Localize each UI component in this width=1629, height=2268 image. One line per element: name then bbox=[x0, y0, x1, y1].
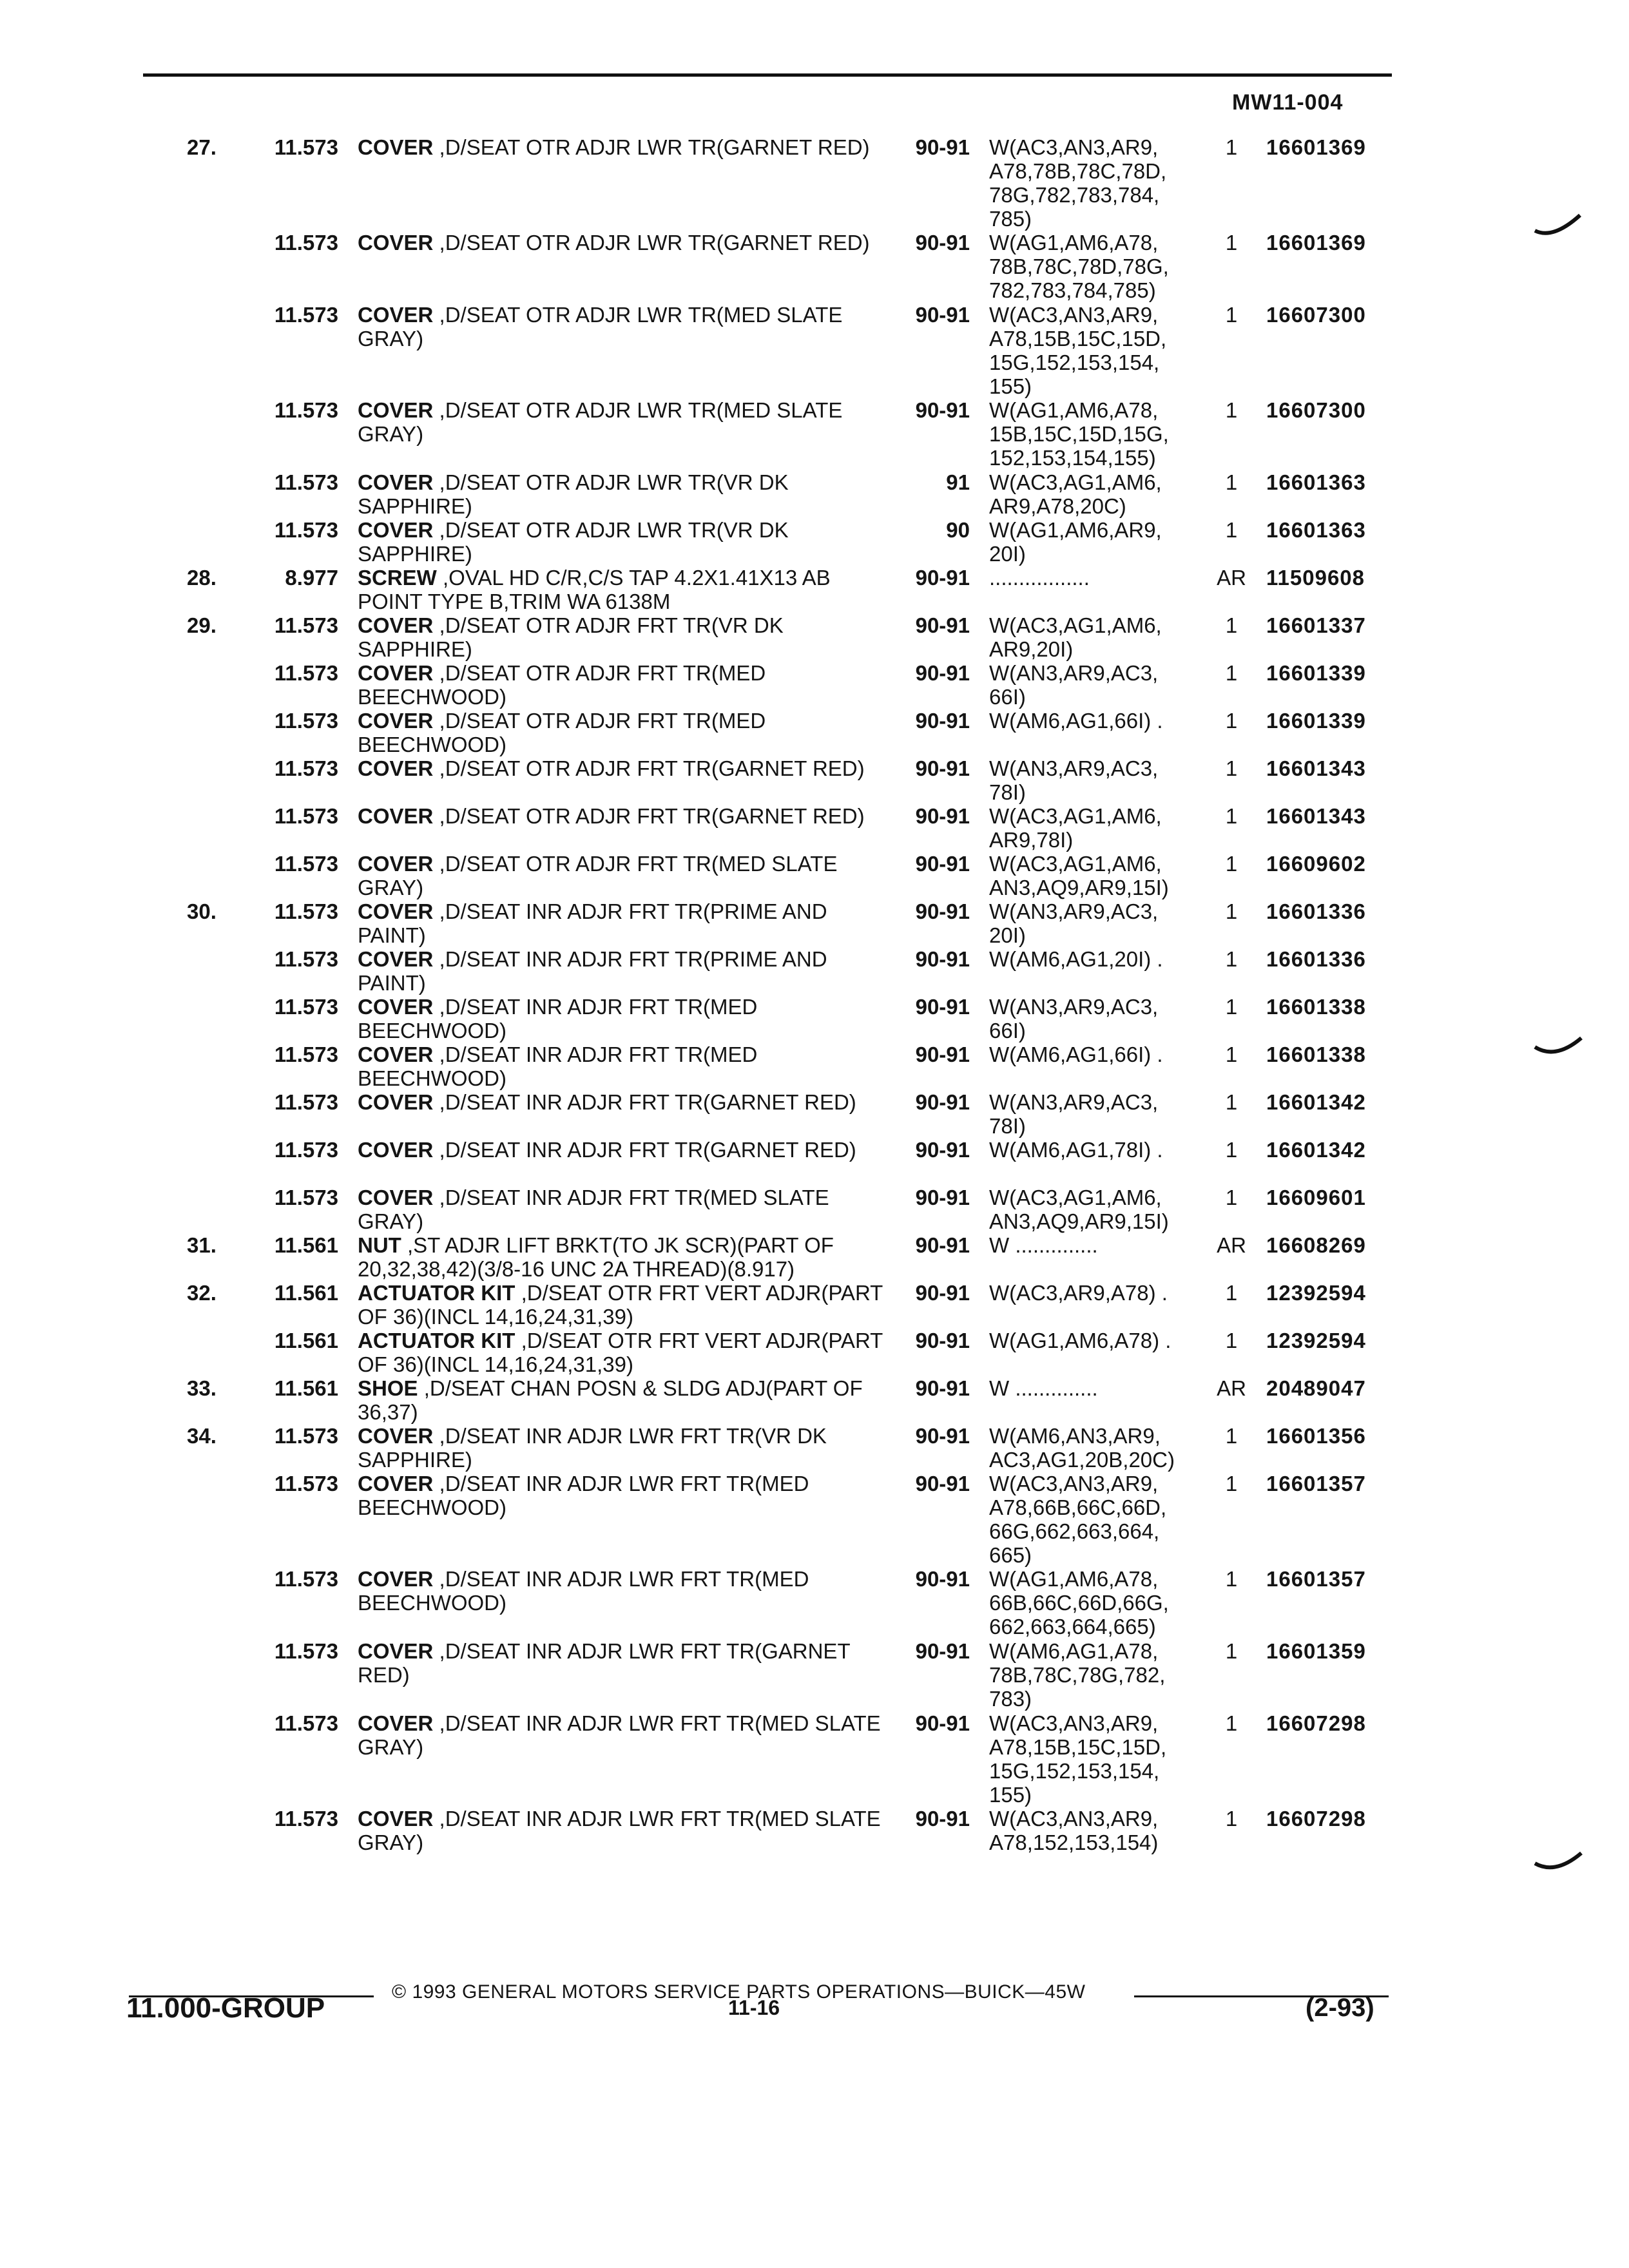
part-description bbox=[358, 1472, 886, 1519]
quantity: 1 bbox=[1225, 1090, 1238, 1114]
part-description bbox=[358, 398, 886, 446]
group-number: 11.573 bbox=[274, 398, 338, 422]
part-number: 16601338 bbox=[1266, 1043, 1366, 1066]
part-description bbox=[358, 1138, 886, 1162]
group-number: 11.573 bbox=[274, 1472, 338, 1495]
description-text: ,D/SEAT INR ADJR FRT TR(PRIME AND PAINT) bbox=[358, 947, 827, 995]
footer-date: (2-93) bbox=[1306, 1994, 1374, 2022]
quantity: 1 bbox=[1225, 756, 1238, 780]
top-rule bbox=[143, 73, 1392, 77]
description-text: ,D/SEAT OTR FRT VERT ADJR(PART OF 36)(INCL 14,16,24,31,39) bbox=[358, 1329, 883, 1376]
part-number: 16601369 bbox=[1266, 135, 1366, 159]
footer-group-label: 11.000-GROUP bbox=[126, 1992, 325, 2024]
description-text: ,D/SEAT CHAN POSN & SLDG ADJ(PART OF 36,37) bbox=[358, 1376, 863, 1424]
quantity: 1 bbox=[1225, 1424, 1238, 1448]
margin-check-mark bbox=[1534, 213, 1585, 238]
application-codes: W(AC3,AG1,AM6, AN3,AQ9,AR9,15I) bbox=[989, 852, 1169, 899]
part-number: 16601343 bbox=[1266, 756, 1366, 780]
part-name: COVER bbox=[358, 1567, 434, 1591]
part-number: 16601339 bbox=[1266, 709, 1366, 733]
margin-check-mark bbox=[1534, 1034, 1585, 1060]
group-number: 11.573 bbox=[274, 613, 338, 637]
model-years: 90-91 bbox=[915, 1472, 970, 1495]
group-number: 11.573 bbox=[274, 1567, 338, 1591]
application-codes: W(AC3,AG1,AM6, AR9,20I) bbox=[989, 613, 1162, 661]
part-description bbox=[358, 613, 886, 661]
quantity: 1 bbox=[1225, 1567, 1238, 1591]
model-years: 90-91 bbox=[915, 135, 970, 159]
quantity: 1 bbox=[1225, 899, 1238, 923]
model-years: 90-91 bbox=[915, 947, 970, 971]
model-years: 90-91 bbox=[915, 398, 970, 422]
part-number: 16608269 bbox=[1266, 1233, 1366, 1257]
quantity: 1 bbox=[1225, 518, 1238, 542]
part-number: 16601363 bbox=[1266, 518, 1366, 542]
margin-check-mark bbox=[1534, 1849, 1585, 1875]
description-text: ,D/SEAT INR ADJR LWR FRT TR(MED SLATE GRAY) bbox=[358, 1711, 881, 1759]
model-years: 90-91 bbox=[915, 804, 970, 828]
part-number: 12392594 bbox=[1266, 1329, 1366, 1352]
ref-number: 29. bbox=[187, 613, 217, 637]
group-number: 11.573 bbox=[274, 518, 338, 542]
application-codes: W(AM6,AG1,66I) . bbox=[989, 1043, 1163, 1066]
part-description bbox=[358, 1376, 886, 1424]
part-description bbox=[358, 1639, 886, 1687]
application-codes: W(AG1,AM6,AR9, 20I) bbox=[989, 518, 1162, 566]
group-number: 11.573 bbox=[274, 135, 338, 159]
quantity: 1 bbox=[1225, 1281, 1238, 1305]
application-codes: W(AC3,AG1,AM6, AR9,78I) bbox=[989, 804, 1162, 852]
model-years: 90-91 bbox=[915, 1711, 970, 1735]
part-description bbox=[358, 303, 886, 351]
footer-page-number: 11-16 bbox=[728, 1996, 780, 2019]
ref-number: 28. bbox=[187, 566, 217, 590]
model-years: 90-91 bbox=[915, 1043, 970, 1066]
model-years: 90-91 bbox=[915, 1807, 970, 1831]
description-text: ,D/SEAT INR ADJR FRT TR(PRIME AND PAINT) bbox=[358, 899, 827, 947]
group-number: 11.573 bbox=[274, 303, 338, 327]
part-name: COVER bbox=[358, 709, 434, 733]
description-text: ,D/SEAT OTR ADJR LWR TR(MED SLATE GRAY) bbox=[358, 303, 843, 351]
application-codes: W(AC3,AG1,AM6, AN3,AQ9,AR9,15I) bbox=[989, 1186, 1169, 1233]
part-number: 16601336 bbox=[1266, 899, 1366, 923]
part-description bbox=[358, 470, 886, 518]
description-text: ,D/SEAT INR ADJR LWR FRT TR(MED SLATE GRAY) bbox=[358, 1807, 881, 1854]
part-description bbox=[358, 1043, 886, 1090]
application-codes: W(AC3,AR9,A78) . bbox=[989, 1281, 1168, 1305]
application-codes: W(AM6,AG1,78I) . bbox=[989, 1138, 1163, 1162]
ref-number: 31. bbox=[187, 1233, 217, 1257]
part-number: 16601342 bbox=[1266, 1138, 1366, 1162]
model-years: 90-91 bbox=[915, 303, 970, 327]
quantity: 1 bbox=[1225, 470, 1238, 494]
application-codes: W(AG1,AM6,A78, 78B,78C,78D,78G, 782,783,784,785) bbox=[989, 231, 1169, 302]
quantity: 1 bbox=[1225, 398, 1238, 422]
application-codes: W(AN3,AR9,AC3, 78I) bbox=[989, 756, 1159, 804]
part-name: ACTUATOR KIT bbox=[358, 1281, 516, 1305]
part-number: 16601338 bbox=[1266, 995, 1366, 1019]
part-description bbox=[358, 1090, 886, 1114]
group-number: 11.573 bbox=[274, 231, 338, 255]
quantity: 1 bbox=[1225, 709, 1238, 733]
model-years: 90 bbox=[946, 518, 970, 542]
description-text: ,D/SEAT INR ADJR LWR FRT TR(MED BEECHWOOD) bbox=[358, 1567, 809, 1615]
group-number: 11.573 bbox=[274, 1186, 338, 1209]
group-number: 11.573 bbox=[274, 995, 338, 1019]
model-years: 91 bbox=[946, 470, 970, 494]
quantity: 1 bbox=[1225, 1711, 1238, 1735]
application-codes: W(AN3,AR9,AC3, 20I) bbox=[989, 899, 1159, 947]
description-text: ,D/SEAT OTR ADJR FRT TR(MED BEECHWOOD) bbox=[358, 709, 766, 756]
model-years: 90-91 bbox=[915, 1186, 970, 1209]
quantity: 1 bbox=[1225, 947, 1238, 971]
description-text: ,D/SEAT INR ADJR LWR FRT TR(MED BEECHWOOD) bbox=[358, 1472, 809, 1519]
group-number: 11.573 bbox=[274, 1711, 338, 1735]
part-number: 12392594 bbox=[1266, 1281, 1366, 1305]
group-number: 11.573 bbox=[274, 661, 338, 685]
group-number: 11.573 bbox=[274, 470, 338, 494]
quantity: 1 bbox=[1225, 804, 1238, 828]
quantity: 1 bbox=[1225, 1329, 1238, 1352]
quantity: 1 bbox=[1225, 1186, 1238, 1209]
description-text: ,D/SEAT OTR ADJR LWR TR(GARNET RED) bbox=[433, 135, 870, 159]
group-number: 11.573 bbox=[274, 1424, 338, 1448]
part-description bbox=[358, 995, 886, 1043]
part-name: COVER bbox=[358, 518, 434, 542]
description-text: ,D/SEAT OTR ADJR FRT TR(MED SLATE GRAY) bbox=[358, 852, 838, 899]
group-number: 11.573 bbox=[274, 1138, 338, 1162]
application-codes: W(AM6,AG1,A78, 78B,78C,78G,782, 783) bbox=[989, 1639, 1166, 1711]
part-name: SHOE bbox=[358, 1376, 418, 1400]
part-name: COVER bbox=[358, 1090, 434, 1114]
application-codes: W(AG1,AM6,A78) . bbox=[989, 1329, 1171, 1352]
part-name: COVER bbox=[358, 231, 434, 255]
group-number: 11.573 bbox=[274, 709, 338, 733]
part-description bbox=[358, 756, 886, 780]
application-codes: W(AC3,AN3,AR9, A78,78B,78C,78D, 78G,782,783,784, 785) bbox=[989, 135, 1167, 231]
part-name: ACTUATOR KIT bbox=[358, 1329, 516, 1352]
document-id: MW11-004 bbox=[1232, 90, 1344, 115]
group-number: 11.561 bbox=[274, 1329, 338, 1352]
part-name: SCREW bbox=[358, 566, 437, 590]
quantity: 1 bbox=[1225, 661, 1238, 685]
ref-number: 32. bbox=[187, 1281, 217, 1305]
application-codes: W(AN3,AR9,AC3, 66I) bbox=[989, 661, 1159, 709]
part-number: 16601369 bbox=[1266, 231, 1366, 255]
model-years: 90-91 bbox=[915, 756, 970, 780]
quantity: 1 bbox=[1225, 231, 1238, 255]
quantity: AR bbox=[1217, 566, 1246, 590]
part-number: 16601357 bbox=[1266, 1472, 1366, 1495]
description-text: ,D/SEAT OTR FRT VERT ADJR(PART OF 36)(INCL 14,16,24,31,39) bbox=[358, 1281, 883, 1329]
part-number: 16601343 bbox=[1266, 804, 1366, 828]
group-number: 11.573 bbox=[274, 852, 338, 876]
part-name: COVER bbox=[358, 303, 434, 327]
application-codes: W(AG1,AM6,A78, 66B,66C,66D,66G, 662,663,664,665) bbox=[989, 1567, 1169, 1639]
part-name: COVER bbox=[358, 398, 434, 422]
part-description bbox=[358, 1711, 886, 1759]
application-codes: W(AM6,AG1,66I) . bbox=[989, 709, 1163, 733]
description-text: ,D/SEAT INR ADJR FRT TR(MED BEECHWOOD) bbox=[358, 995, 758, 1043]
model-years: 90-91 bbox=[915, 995, 970, 1019]
part-number: 16607298 bbox=[1266, 1807, 1366, 1831]
application-codes: W(AN3,AR9,AC3, 66I) bbox=[989, 995, 1159, 1043]
part-name: COVER bbox=[358, 613, 434, 637]
description-text: ,D/SEAT OTR ADJR FRT TR(GARNET RED) bbox=[433, 804, 865, 828]
application-codes: W .............. bbox=[989, 1233, 1098, 1257]
description-text: ,D/SEAT OTR ADJR LWR TR(MED SLATE GRAY) bbox=[358, 398, 843, 446]
part-name: COVER bbox=[358, 135, 434, 159]
part-number: 16601342 bbox=[1266, 1090, 1366, 1114]
model-years: 90-91 bbox=[915, 1233, 970, 1257]
part-description bbox=[358, 899, 886, 947]
part-description bbox=[358, 1186, 886, 1233]
quantity: 1 bbox=[1225, 995, 1238, 1019]
part-description bbox=[358, 709, 886, 756]
ref-number: 30. bbox=[187, 899, 217, 923]
part-name: COVER bbox=[358, 1472, 434, 1495]
model-years: 90-91 bbox=[915, 1329, 970, 1352]
group-number: 11.573 bbox=[274, 899, 338, 923]
description-text: ,D/SEAT OTR ADJR FRT TR(MED BEECHWOOD) bbox=[358, 661, 766, 709]
description-text: ,D/SEAT INR ADJR FRT TR(GARNET RED) bbox=[433, 1138, 856, 1162]
part-name: COVER bbox=[358, 661, 434, 685]
model-years: 90-91 bbox=[915, 1567, 970, 1591]
group-number: 11.573 bbox=[274, 1043, 338, 1066]
description-text: ,ST ADJR LIFT BRKT(TO JK SCR)(PART OF 20,32,38,42)(3/8-16 UNC 2A THREAD)(8.917) bbox=[358, 1233, 834, 1281]
part-number: 16607300 bbox=[1266, 398, 1366, 422]
description-text: ,D/SEAT INR ADJR FRT TR(GARNET RED) bbox=[433, 1090, 856, 1114]
ref-number: 27. bbox=[187, 135, 217, 159]
part-description bbox=[358, 1233, 886, 1281]
part-name: COVER bbox=[358, 1639, 434, 1663]
application-codes: ................. bbox=[989, 566, 1090, 590]
part-name: COVER bbox=[358, 899, 434, 923]
quantity: AR bbox=[1217, 1376, 1246, 1400]
application-codes: W(AM6,AN3,AR9, AC3,AG1,20B,20C) bbox=[989, 1424, 1175, 1472]
group-number: 8.977 bbox=[285, 566, 338, 590]
quantity: 1 bbox=[1225, 1138, 1238, 1162]
part-number: 16601337 bbox=[1266, 613, 1366, 637]
model-years: 90-91 bbox=[915, 1281, 970, 1305]
part-number: 16609602 bbox=[1266, 852, 1366, 876]
application-codes: W(AM6,AG1,20I) . bbox=[989, 947, 1163, 971]
part-number: 16601359 bbox=[1266, 1639, 1366, 1663]
part-number: 16609601 bbox=[1266, 1186, 1366, 1209]
part-description bbox=[358, 947, 886, 995]
part-description bbox=[358, 566, 886, 613]
part-name: COVER bbox=[358, 995, 434, 1019]
group-number: 11.573 bbox=[274, 1807, 338, 1831]
quantity: 1 bbox=[1225, 1639, 1238, 1663]
group-number: 11.573 bbox=[274, 804, 338, 828]
model-years: 90-91 bbox=[915, 852, 970, 876]
quantity: 1 bbox=[1225, 1472, 1238, 1495]
ref-number: 33. bbox=[187, 1376, 217, 1400]
part-description bbox=[358, 135, 886, 159]
part-description bbox=[358, 804, 886, 828]
model-years: 90-91 bbox=[915, 661, 970, 685]
part-number: 16601356 bbox=[1266, 1424, 1366, 1448]
description-text: ,D/SEAT OTR ADJR LWR TR(VR DK SAPPHIRE) bbox=[358, 470, 789, 518]
model-years: 90-91 bbox=[915, 709, 970, 733]
application-codes: W(AC3,AN3,AR9, A78,152,153,154) bbox=[989, 1807, 1159, 1854]
model-years: 90-91 bbox=[915, 1639, 970, 1663]
part-number: 16607300 bbox=[1266, 303, 1366, 327]
quantity: 1 bbox=[1225, 1043, 1238, 1066]
part-description bbox=[358, 661, 886, 709]
part-description bbox=[358, 1424, 886, 1472]
part-name: COVER bbox=[358, 947, 434, 971]
quantity: 1 bbox=[1225, 613, 1238, 637]
description-text: ,D/SEAT OTR ADJR FRT TR(GARNET RED) bbox=[433, 756, 865, 780]
part-name: COVER bbox=[358, 470, 434, 494]
part-name: COVER bbox=[358, 1711, 434, 1735]
part-description bbox=[358, 1807, 886, 1854]
application-codes: W(AC3,AN3,AR9, A78,15B,15C,15D, 15G,152,153,154, 155) bbox=[989, 303, 1167, 398]
application-codes: W(AC3,AG1,AM6, AR9,A78,20C) bbox=[989, 470, 1162, 518]
part-name: COVER bbox=[358, 1186, 434, 1209]
part-name: COVER bbox=[358, 1424, 434, 1448]
part-description bbox=[358, 518, 886, 566]
application-codes: W(AC3,AN3,AR9, A78,66B,66C,66D, 66G,662,663,664, 665) bbox=[989, 1472, 1167, 1567]
model-years: 90-91 bbox=[915, 566, 970, 590]
group-number: 11.573 bbox=[274, 756, 338, 780]
application-codes: W .............. bbox=[989, 1376, 1098, 1400]
part-name: COVER bbox=[358, 1807, 434, 1831]
part-description bbox=[358, 852, 886, 899]
description-text: ,D/SEAT INR ADJR LWR FRT TR(VR DK SAPPHIRE) bbox=[358, 1424, 827, 1472]
part-description bbox=[358, 1281, 886, 1329]
part-description bbox=[358, 1329, 886, 1376]
application-codes: W(AG1,AM6,A78, 15B,15C,15D,15G, 152,153,154,155) bbox=[989, 398, 1169, 470]
part-number: 16601336 bbox=[1266, 947, 1366, 971]
description-text: ,D/SEAT INR ADJR FRT TR(MED SLATE GRAY) bbox=[358, 1186, 829, 1233]
part-description bbox=[358, 1567, 886, 1615]
part-number: 11509608 bbox=[1266, 566, 1365, 590]
part-name: COVER bbox=[358, 1138, 434, 1162]
model-years: 90-91 bbox=[915, 1424, 970, 1448]
part-number: 16607298 bbox=[1266, 1711, 1366, 1735]
part-number: 16601363 bbox=[1266, 470, 1366, 494]
part-number: 20489047 bbox=[1266, 1376, 1366, 1400]
ref-number: 34. bbox=[187, 1424, 217, 1448]
group-number: 11.573 bbox=[274, 1090, 338, 1114]
part-name: COVER bbox=[358, 804, 434, 828]
part-number: 16601339 bbox=[1266, 661, 1366, 685]
model-years: 90-91 bbox=[915, 1090, 970, 1114]
description-text: ,D/SEAT OTR ADJR LWR TR(GARNET RED) bbox=[433, 231, 870, 255]
model-years: 90-91 bbox=[915, 899, 970, 923]
description-text: ,D/SEAT OTR ADJR FRT TR(VR DK SAPPHIRE) bbox=[358, 613, 784, 661]
group-number: 11.561 bbox=[274, 1376, 338, 1400]
group-number: 11.561 bbox=[274, 1281, 338, 1305]
model-years: 90-91 bbox=[915, 231, 970, 255]
application-codes: W(AN3,AR9,AC3, 78I) bbox=[989, 1090, 1159, 1138]
description-text: ,D/SEAT INR ADJR LWR FRT TR(GARNET RED) bbox=[358, 1639, 851, 1687]
quantity: 1 bbox=[1225, 852, 1238, 876]
model-years: 90-91 bbox=[915, 613, 970, 637]
group-number: 11.573 bbox=[274, 1639, 338, 1663]
description-text: ,D/SEAT OTR ADJR LWR TR(VR DK SAPPHIRE) bbox=[358, 518, 789, 566]
model-years: 90-91 bbox=[915, 1138, 970, 1162]
footer-copyright: © 1993 GENERAL MOTORS SERVICE PARTS OPERATIONS—BUICK—45W bbox=[392, 1981, 1086, 2003]
quantity: 1 bbox=[1225, 303, 1238, 327]
description-text: ,D/SEAT INR ADJR FRT TR(MED BEECHWOOD) bbox=[358, 1043, 758, 1090]
part-number: 16601357 bbox=[1266, 1567, 1366, 1591]
quantity: 1 bbox=[1225, 1807, 1238, 1831]
part-description bbox=[358, 231, 886, 255]
group-number: 11.561 bbox=[274, 1233, 338, 1257]
quantity: 1 bbox=[1225, 135, 1238, 159]
part-name: NUT bbox=[358, 1233, 401, 1257]
group-number: 11.573 bbox=[274, 947, 338, 971]
application-codes: W(AC3,AN3,AR9, A78,15B,15C,15D, 15G,152,153,154, 155) bbox=[989, 1711, 1167, 1807]
quantity: AR bbox=[1217, 1233, 1246, 1257]
part-name: COVER bbox=[358, 852, 434, 876]
part-name: COVER bbox=[358, 756, 434, 780]
model-years: 90-91 bbox=[915, 1376, 970, 1400]
part-name: COVER bbox=[358, 1043, 434, 1066]
description-text: ,OVAL HD C/R,C/S TAP 4.2X1.41X13 AB POINT TYPE B,TRIM WA 6138M bbox=[358, 566, 831, 613]
